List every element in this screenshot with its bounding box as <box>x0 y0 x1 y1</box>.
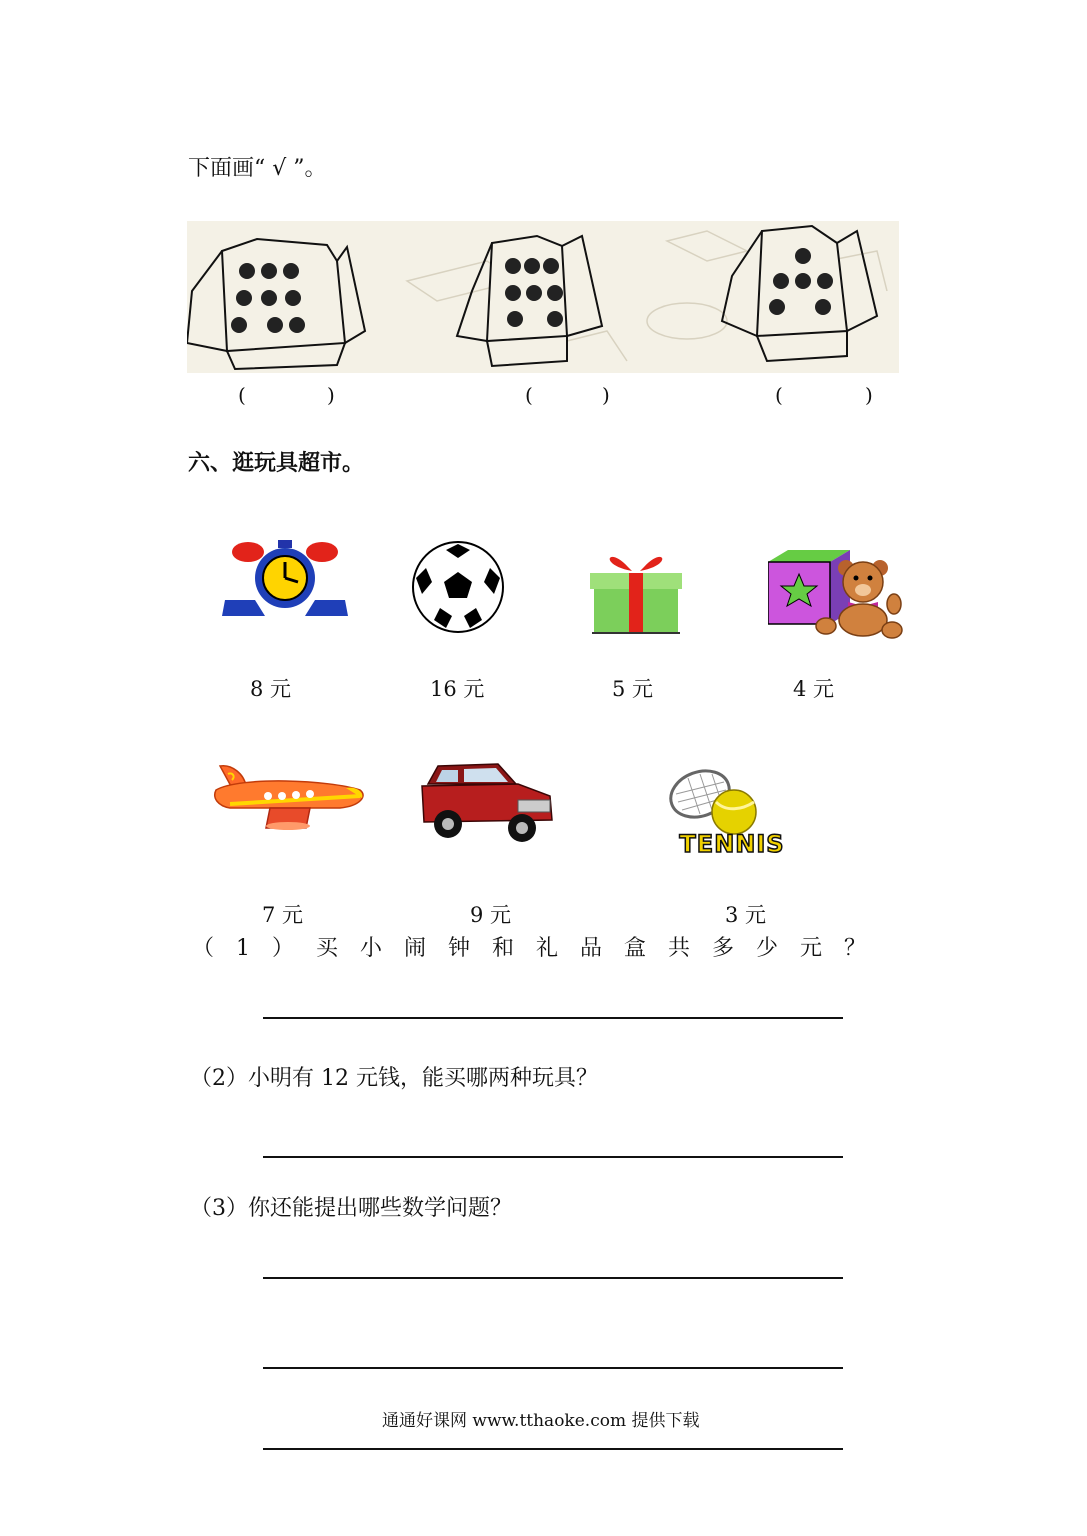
box-2 <box>457 236 602 366</box>
alarm-clock-icon <box>220 538 350 618</box>
answer-paren-close-2: ) <box>602 383 610 407</box>
question-3: （3）你还能提出哪些数学问题？ <box>190 1196 512 1221</box>
gift-box-icon <box>588 545 684 635</box>
answer-line-3[interactable] <box>263 1277 843 1279</box>
price-teddy-bear-block: 4 元 <box>793 677 835 701</box>
box-3 <box>722 226 877 361</box>
price-car: 9 元 <box>470 903 512 927</box>
tennis-logo-text: TENNIS <box>679 830 785 856</box>
question-1: （1）买小闹钟和礼品盒共多少元？ <box>192 936 888 961</box>
answer-paren-open-1: ( <box>238 383 246 407</box>
answer-paren-open-2: ( <box>525 383 533 407</box>
price-tennis: 3 元 <box>725 903 767 927</box>
airplane-icon <box>210 762 368 832</box>
question-2: （2）小明有 12 元钱，能买哪两种玩具？ <box>190 1066 598 1091</box>
answer-line-1[interactable] <box>263 1017 843 1019</box>
soccer-ball-icon <box>410 540 506 634</box>
price-gift-box: 5 元 <box>612 677 654 701</box>
price-soccer-ball: 16 元 <box>430 677 485 701</box>
tennis-icon <box>662 768 804 856</box>
answer-paren-open-3: ( <box>775 383 783 407</box>
answer-line-4[interactable] <box>263 1367 843 1369</box>
section-title: 六、逛玩具超市。 <box>188 450 365 476</box>
box-1-balls <box>231 263 305 333</box>
box-1 <box>187 239 365 369</box>
answer-paren-close-1: ) <box>327 383 335 407</box>
price-alarm-clock: 8 元 <box>250 677 292 701</box>
instruction-text: 下面画“ √ ”。 <box>188 156 327 181</box>
answer-paren-close-3: ) <box>865 383 873 407</box>
teddy-bear-block-icon <box>768 548 903 640</box>
car-icon <box>418 760 554 846</box>
price-airplane: 7 元 <box>262 903 304 927</box>
footer-rule <box>263 1448 843 1450</box>
footer-text: 通通好课网 www.tthaoke.com 提供下载 <box>382 1411 700 1431</box>
boxes-image-strip <box>187 221 899 373</box>
answer-line-2[interactable] <box>263 1156 843 1158</box>
